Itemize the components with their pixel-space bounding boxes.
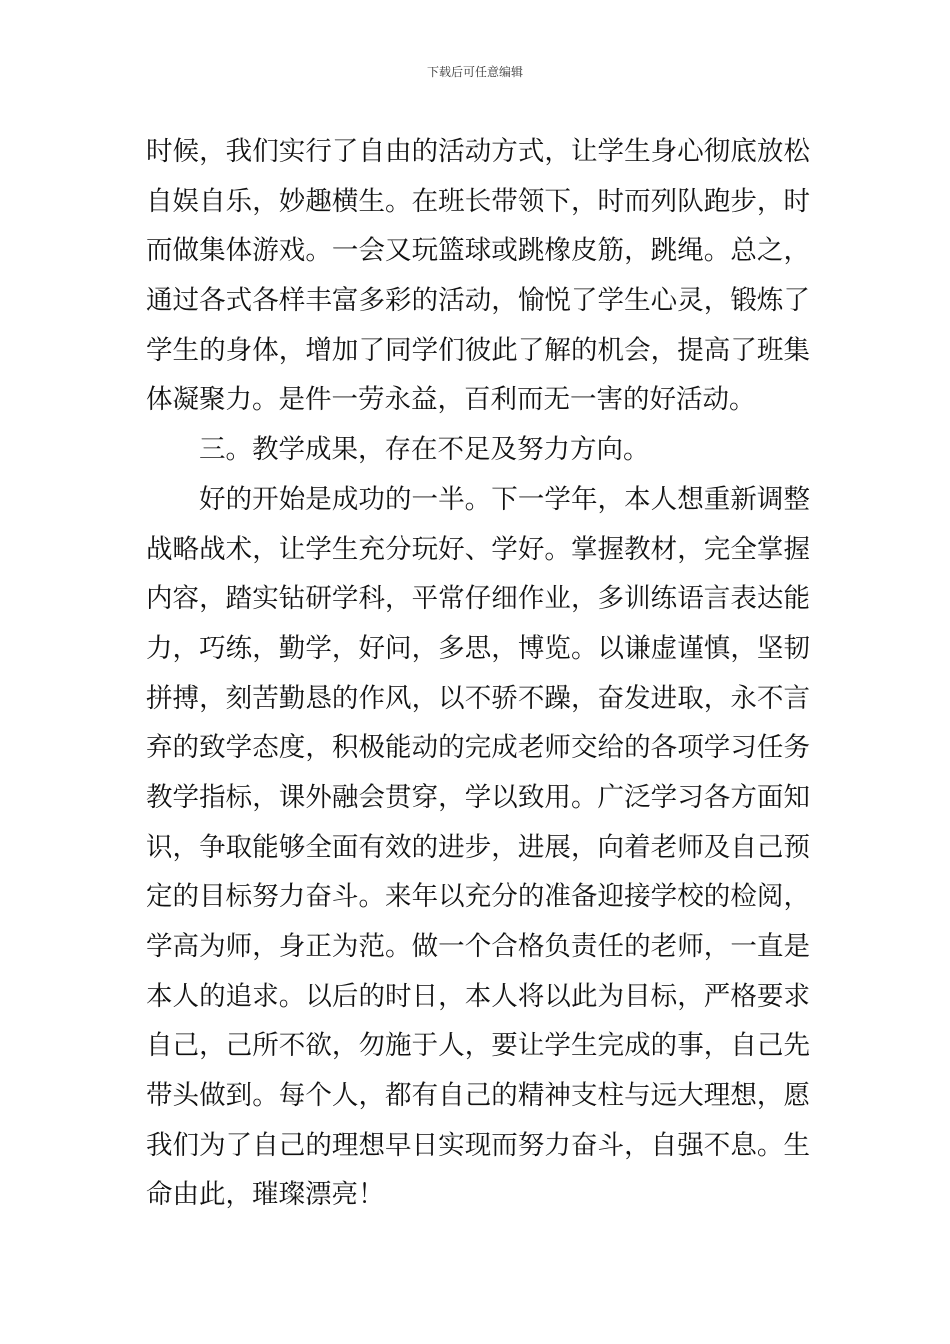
section-heading: 三。教学成果，存在不足及努力方向。 — [199, 434, 650, 466]
text-line: 我们为了自己的理想早日实现而努力奋斗，自强不息。生 — [146, 1129, 810, 1161]
text-line: 战略战术，让学生充分玩好、学好。掌握教材，完全掌握 — [146, 533, 810, 565]
text-line: 识，争取能够全面有效的进步，进展，向着老师及自己预 — [146, 831, 810, 863]
text-line: 命由此，璀璨漂亮！ — [146, 1179, 385, 1211]
text-line: 好的开始是成功的一半。下一学年，本人想重新调整 — [199, 483, 810, 515]
text-line: 本人的追求。以后的时日，本人将以此为目标，严格要求 — [146, 980, 810, 1012]
text-line: 教学指标，课外融会贯穿，学以致用。广泛学习各方面知 — [146, 781, 810, 813]
text-line: 弃的致学态度，积极能动的完成老师交给的各项学习任务 — [146, 732, 810, 764]
text-line: 学高为师，身正为范。做一个合格负责任的老师，一直是 — [146, 931, 810, 962]
text-line: 自娱自乐，妙趣横生。在班长带领下，时而列队跑步，时 — [146, 185, 810, 217]
text-line: 通过各式各样丰富多彩的活动，愉悦了学生心灵，锻炼了 — [146, 285, 810, 317]
text-line: 而做集体游戏。一会又玩篮球或跳橡皮筋，跳绳。总之， — [146, 235, 810, 267]
page-header-note: 下载后可任意编辑 — [426, 65, 523, 79]
text-line: 学生的身体，增加了同学们彼此了解的机会，提高了班集 — [146, 334, 810, 366]
text-line: 自己，己所不欲，勿施于人，要让学生完成的事，自己先 — [146, 1030, 810, 1062]
text-line: 力，巧练，勤学，好问，多思，博览。以谦虚谨慎，坚韧 — [146, 632, 810, 664]
text-line: 拼搏，刻苦勤恳的作风，以不骄不躁，奋发进取，永不言 — [146, 682, 810, 714]
text-line: 时候，我们实行了自由的活动方式，让学生身心彻底放松 — [146, 136, 810, 167]
document-body — [146, 127, 810, 1220]
text-line: 体凝聚力。是件一劳永益，百利而无一害的好活动。 — [146, 384, 756, 416]
text-line: 定的目标努力奋斗。来年以充分的准备迎接学校的检阅， — [146, 881, 810, 913]
text-line: 带头做到。每个人，都有自己的精神支柱与远大理想，愿 — [146, 1080, 810, 1112]
text-line: 内容，踏实钻研学科，平常仔细作业，多训练语言表达能 — [146, 583, 810, 615]
